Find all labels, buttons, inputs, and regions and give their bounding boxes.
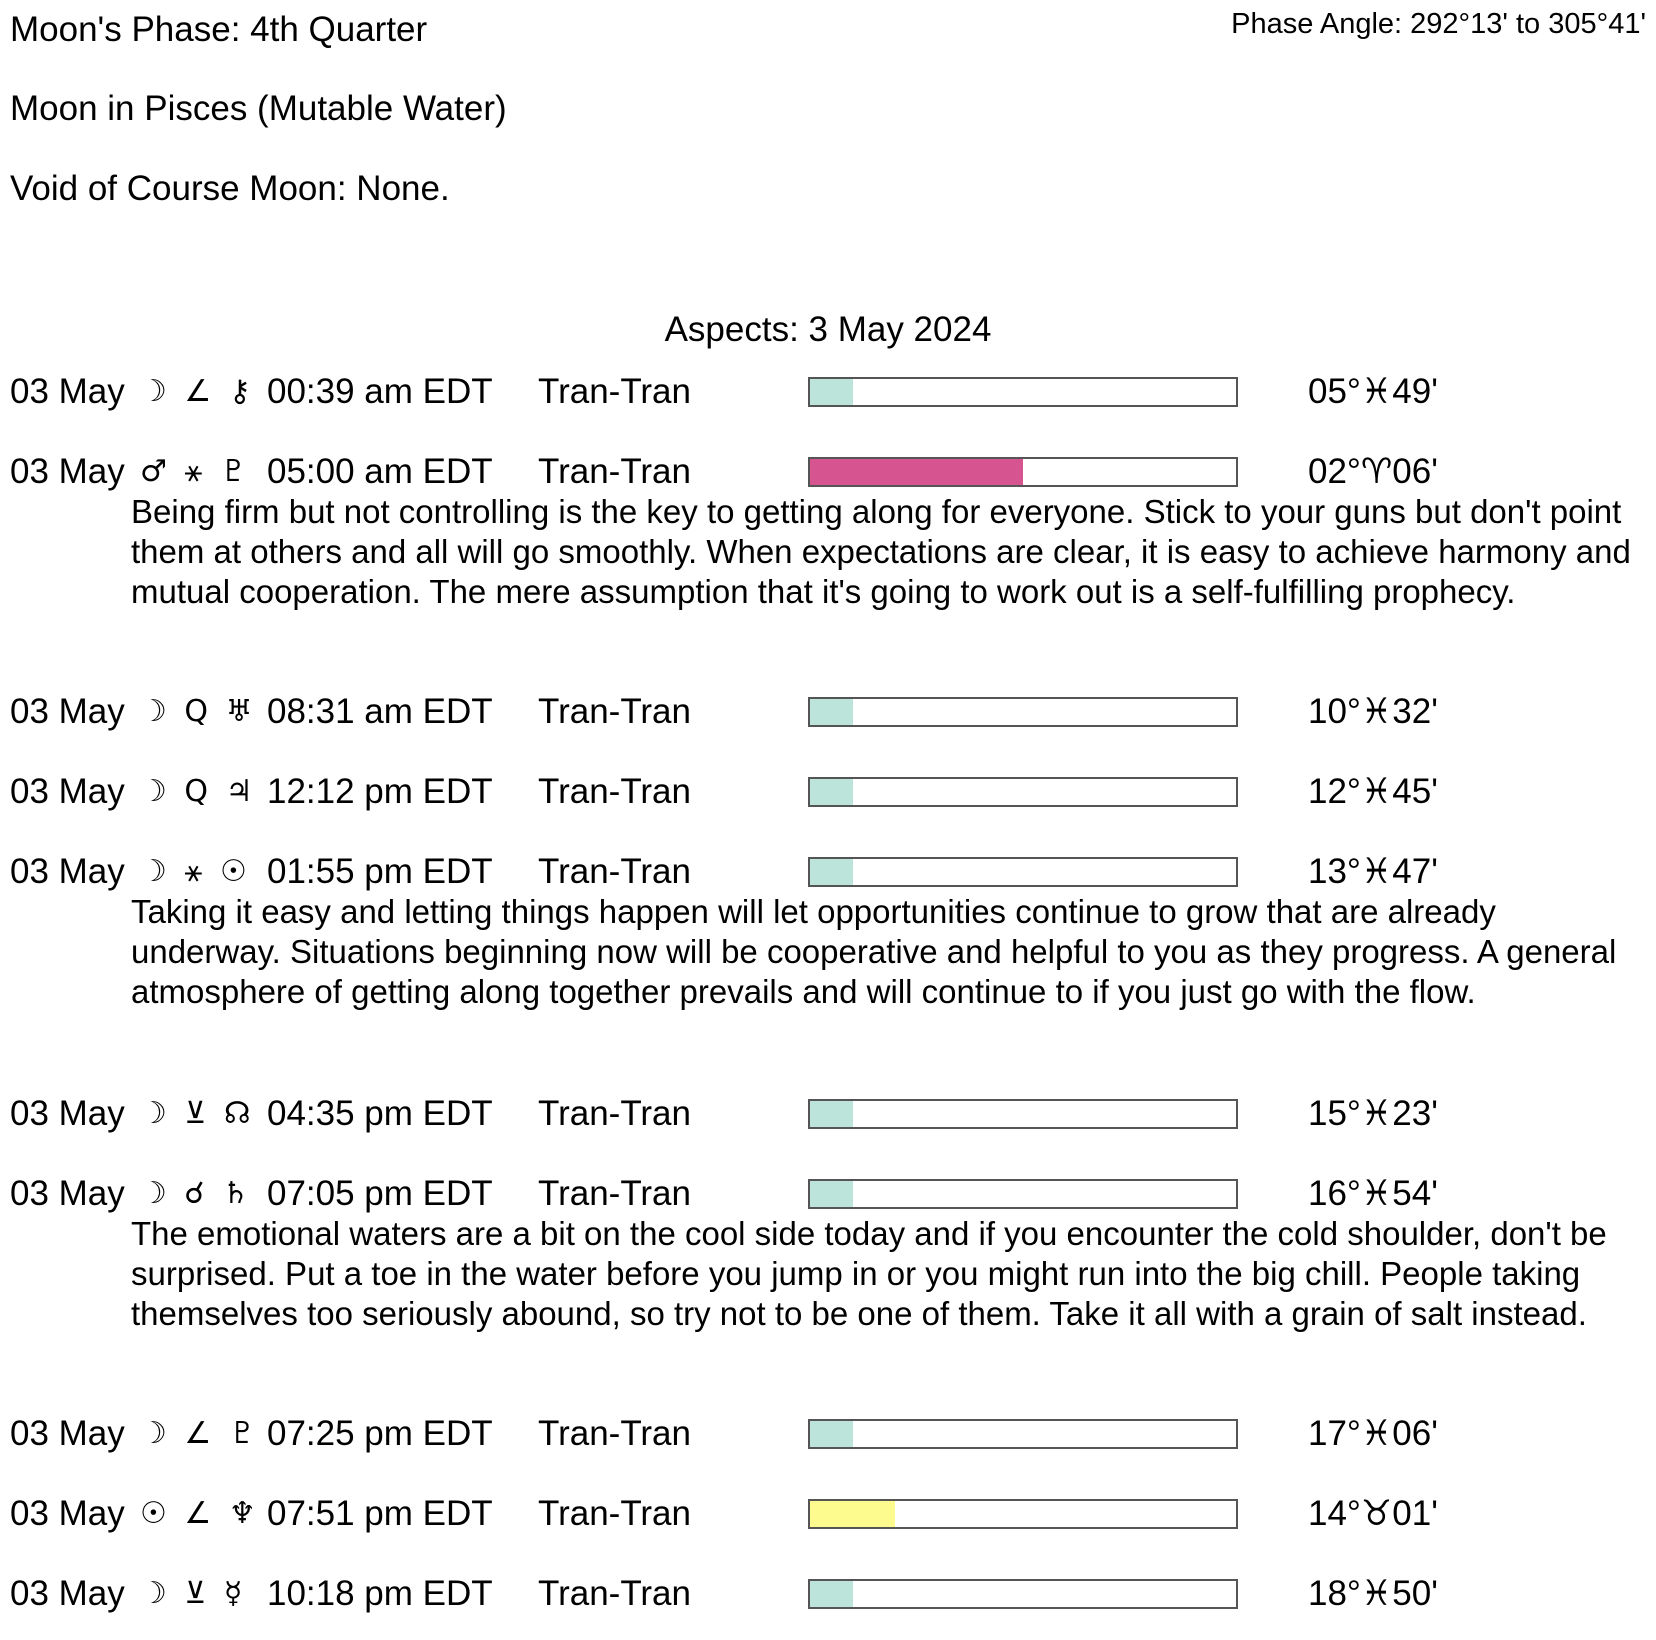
aspect-glyphs: ☽ ∠ ♇ (140, 1416, 260, 1451)
aspect-glyphs: ☽ ⊻ ☊ (140, 1096, 255, 1131)
strength-bar (808, 777, 1238, 807)
aspect-position: 14°♉01' (1308, 1494, 1438, 1533)
strength-bar (808, 1419, 1238, 1449)
aspect-kind: Tran-Tran (538, 1414, 691, 1453)
aspect-row (10, 1494, 1650, 1534)
strength-fill (810, 859, 853, 885)
aspect-date: 03 May (10, 1574, 125, 1613)
strength-fill (810, 379, 853, 405)
aspect-row (10, 692, 1650, 732)
moon-phase: Moon's Phase: 4th Quarter (10, 10, 428, 49)
aspect-date: 03 May (10, 452, 125, 491)
aspect-row (10, 1414, 1650, 1454)
strength-fill (810, 699, 853, 725)
aspect-description: Being firm but not controlling is the key to getting along for everyone. Stick to your guns but don't point them at others and all will go smoothly. When expectations are clear, it is easy to achieve harmony and mutual cooperation. The mere assumption that it's going to work out is a self-fulfilling prophecy. (131, 493, 1631, 610)
aspect-date: 03 May (10, 852, 125, 891)
aspect-kind: Tran-Tran (538, 692, 691, 731)
aspect-time: 00:39 am EDT (267, 372, 493, 411)
aspect-kind: Tran-Tran (538, 1574, 691, 1613)
phase-angle: Phase Angle: 292°13' to 305°41' (1231, 8, 1646, 40)
aspect-position: 17°♓06' (1308, 1414, 1438, 1453)
aspect-position: 13°♓47' (1308, 852, 1438, 891)
aspect-date: 03 May (10, 692, 125, 731)
aspect-time: 12:12 pm EDT (267, 772, 493, 811)
aspect-row (10, 372, 1650, 412)
aspect-kind: Tran-Tran (538, 1174, 691, 1213)
aspect-date: 03 May (10, 1094, 125, 1133)
strength-bar (808, 1099, 1238, 1129)
aspect-glyphs: ☽ ⚹ ☉ (140, 854, 251, 889)
void-of-course: Void of Course Moon: None. (10, 169, 450, 208)
aspect-row (10, 772, 1650, 812)
aspect-description: Taking it easy and letting things happen will let opportunities continue to grow that are already underway. Situations beginning now will be cooperative and helpful to you as they progress. A general atmosphere of getting along together prevails and will continue to if you just go with the flow. (131, 893, 1617, 1010)
strength-fill (810, 1581, 853, 1607)
strength-bar (808, 457, 1238, 487)
aspect-kind: Tran-Tran (538, 1094, 691, 1133)
aspect-date: 03 May (10, 1494, 125, 1533)
aspect-time: 10:18 pm EDT (267, 1574, 493, 1613)
aspect-kind: Tran-Tran (538, 772, 691, 811)
aspect-time: 07:05 pm EDT (267, 1174, 493, 1213)
aspect-kind: Tran-Tran (538, 1494, 691, 1533)
aspect-row (10, 1574, 1650, 1614)
aspect-description: The emotional waters are a bit on the cool side today and if you encounter the cold shoulder, don't be surprised. Put a toe in the water before you jump in or you might run into the big chill. People taking themselves too seriously abound, so try not to be one of them. Take it all with a grain of salt instead. (131, 1215, 1607, 1332)
aspect-position: 18°♓50' (1308, 1574, 1438, 1613)
strength-fill (810, 779, 853, 805)
aspect-position: 16°♓54' (1308, 1174, 1438, 1213)
aspect-date: 03 May (10, 1414, 125, 1453)
strength-fill (810, 1501, 895, 1527)
strength-bar (808, 697, 1238, 727)
aspects-title: Aspects: 3 May 2024 (664, 310, 992, 349)
aspect-time: 05:00 am EDT (267, 452, 493, 491)
aspect-kind: Tran-Tran (538, 452, 691, 491)
aspect-row (10, 852, 1650, 892)
aspect-position: 12°♓45' (1308, 772, 1438, 811)
aspect-row (10, 1174, 1650, 1214)
strength-fill (810, 459, 1023, 485)
aspect-glyphs: ☉ ∠ ♆ (140, 1496, 260, 1531)
aspect-glyphs: ☽ ☌ ♄ (140, 1176, 254, 1211)
aspect-glyphs: ♂ ⚹ ♇ (140, 454, 251, 489)
strength-fill (810, 1421, 853, 1447)
aspect-time: 07:51 pm EDT (267, 1494, 493, 1533)
aspect-row (10, 452, 1650, 492)
strength-fill (810, 1101, 853, 1127)
aspect-time: 07:25 pm EDT (267, 1414, 493, 1453)
moon-sign: Moon in Pisces (Mutable Water) (10, 89, 507, 128)
aspect-position: 02°♈06' (1308, 452, 1438, 491)
aspect-position: 10°♓32' (1308, 692, 1438, 731)
aspect-time: 01:55 pm EDT (267, 852, 493, 891)
aspect-glyphs: ☽ Q ♅ (140, 694, 257, 729)
aspect-position: 05°♓49' (1308, 372, 1438, 411)
strength-bar (808, 857, 1238, 887)
aspect-date: 03 May (10, 372, 125, 411)
strength-bar (808, 1579, 1238, 1609)
aspect-row (10, 1094, 1650, 1134)
aspect-time: 04:35 pm EDT (267, 1094, 493, 1133)
aspect-kind: Tran-Tran (538, 852, 691, 891)
aspect-time: 08:31 am EDT (267, 692, 493, 731)
aspect-glyphs: ☽ ∠ ⚷ (140, 374, 255, 409)
aspect-date: 03 May (10, 772, 125, 811)
aspect-glyphs: ☽ ⊻ ☿ (140, 1576, 247, 1611)
aspect-date: 03 May (10, 1174, 125, 1213)
aspect-kind: Tran-Tran (538, 372, 691, 411)
strength-bar (808, 377, 1238, 407)
aspect-glyphs: ☽ Q ♃ (140, 774, 257, 809)
strength-bar (808, 1499, 1238, 1529)
strength-bar (808, 1179, 1238, 1209)
aspect-position: 15°♓23' (1308, 1094, 1438, 1133)
strength-fill (810, 1181, 853, 1207)
